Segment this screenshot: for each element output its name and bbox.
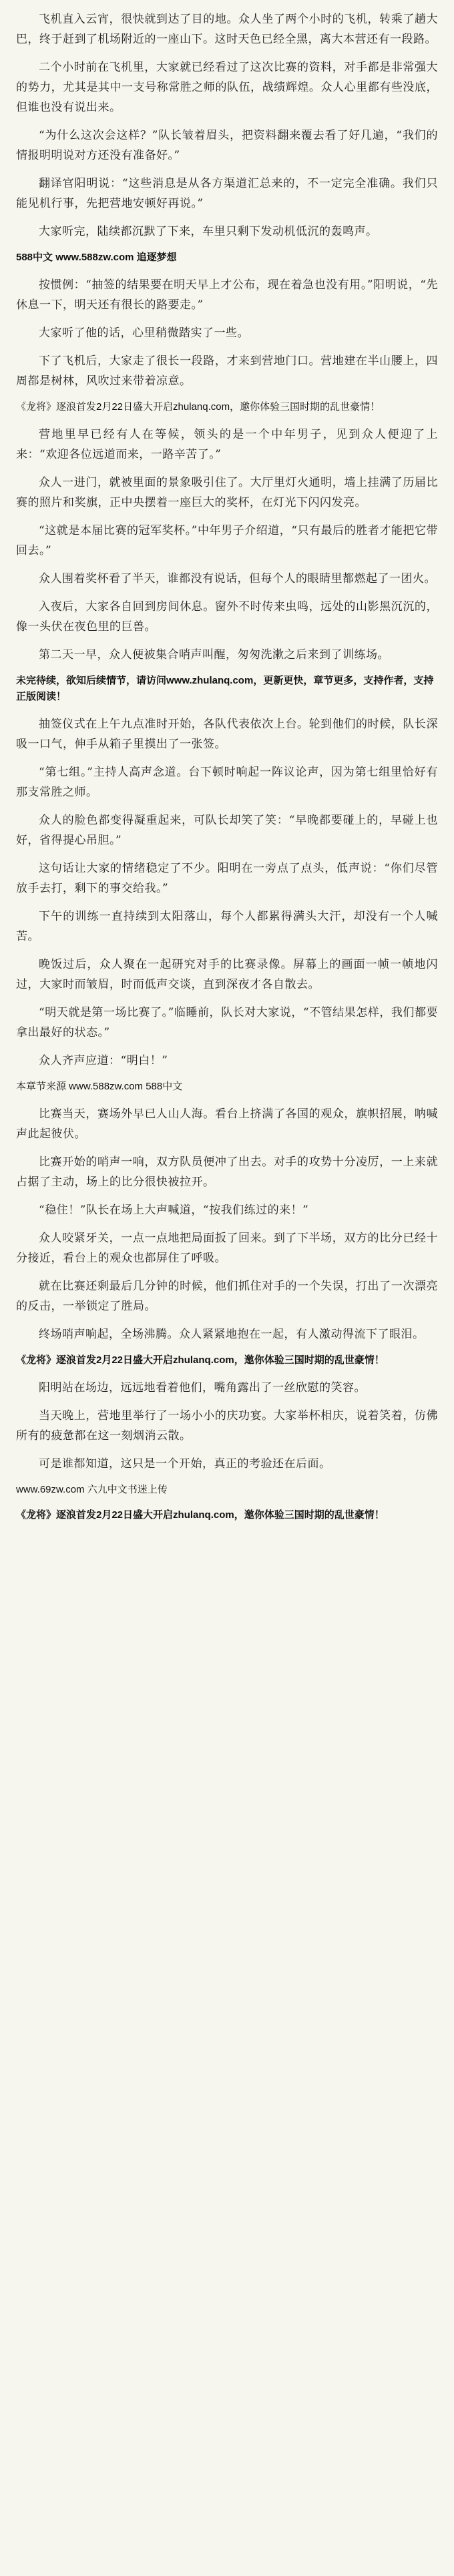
story-paragraph: 比赛开始的哨声一响，双方队员便冲了出去。对手的攻势十分凌厉，一上来就占据了主动，场上的比分很快被拉开。	[16, 1155, 438, 1189]
promo-prefix: 《龙将》逐浪首发2月22日盛大开启	[16, 1354, 174, 1366]
story-paragraph: 可是谁都知道，这只是一个开始，真正的考验还在后面。	[39, 1457, 331, 1471]
story-paragraph: 飞机直入云宵，很快就到达了目的地。众人坐了两个小时的飞机，转乘了趟大巴，终于赶到了机场附近的一座山下。这时天色已经全黑，离大本营还有一段路。	[16, 13, 438, 46]
promo-prefix: 本章节来源	[16, 1081, 69, 1092]
story-paragraph: 翻译官阳明说：“这些消息是从各方渠道汇总来的，不一定完全准确。我们只能见机行事，先把营地安顿好再说。”	[16, 177, 438, 210]
story-paragraph: 阳明站在场边，远远地看着他们，嘴角露出了一丝欣慰的笑容。	[39, 1381, 366, 1394]
promo-site-link[interactable]: www.588zw.com	[69, 1081, 144, 1092]
story-paragraph: 第二天一早，众人便被集合哨声叫醒，匆匆洗漱之后来到了训练场。	[39, 648, 389, 662]
promo-prefix: 《龙将》逐浪首发2月22日盛大开启	[16, 401, 174, 413]
promo-prefix: 未完待续，欲知后续情节，请访问	[16, 675, 167, 686]
story-paragraph: “明天就是第一场比赛了。”临睡前，队长对大家说，“不管结果怎样，我们都要拿出最好的状态。”	[16, 1006, 438, 1039]
story-paragraph: 众人齐声应道：“明白！”	[39, 1054, 168, 1067]
promo-suffix: 588中文	[143, 1081, 183, 1092]
site-promo-banner[interactable]	[16, 673, 438, 705]
story-paragraph: 众人一进门，就被里面的景象吸引住了。大厅里灯火通明，墙上挂满了历届比赛的照片和奖旗，正中央摆着一座巨大的奖杯，在灯光下闪闪发亮。	[16, 476, 438, 509]
promo-suffix: ，邀你体验三国时期的乱世豪情！	[234, 1354, 385, 1366]
story-paragraph: “稳住！”队长在场上大声喊道，“按我们练过的来！”	[39, 1204, 309, 1217]
story-paragraph: 比赛当天，赛场外早已人山人海。看台上挤满了各国的观众，旗帜招展，呐喊声此起彼伏。	[16, 1107, 438, 1141]
story-paragraph: 营地里早已经有人在等候，领头的是一个中年男子，见到众人便迎了上来：“欢迎各位远道而来，一路辛苦了。”	[16, 428, 438, 461]
story-paragraph: 大家听完，陆续都沉默了下来，车里只剩下发动机低沉的轰鸣声。	[39, 225, 378, 238]
story-paragraph: 按惯例：“抽签的结果要在明天早上才公布，现在着急也没有用。”阳明说，“先休息一下，明天还有很长的路要走。”	[16, 278, 438, 312]
promo-site-link[interactable]: www.588zw.com	[55, 252, 134, 263]
promo-suffix: ，更新更快，章节更多，支持作者，支持正版阅读！	[16, 675, 434, 702]
story-paragraph: “这就是本届比赛的冠军奖杯。”中年男子介绍道，“只有最后的胜者才能把它带回去。”	[16, 524, 438, 557]
story-paragraph: 众人围着奖杯看了半天，谁都没有说话，但每个人的眼睛里都燃起了一团火。	[39, 572, 436, 585]
promo-suffix: 六九中文书迷上传	[84, 1484, 168, 1495]
story-paragraph: 二个小时前在飞机里，大家就已经看过了这次比赛的资料，对手都是非常强大的势力，尤其是其中一支号称常胜之师的队伍，战绩辉煌。众人心里都有些没底，但谁也没有说出来。	[16, 61, 438, 114]
promo-site-link[interactable]: zhulanq.com	[173, 401, 230, 413]
story-paragraph: 终场哨声响起，全场沸腾。众人紧紧地抱在一起，有人激动得流下了眼泪。	[39, 1328, 425, 1341]
story-paragraph: 当天晚上，营地里举行了一场小小的庆功宴。大家举杯相庆，说着笑着，仿佛所有的疲惫都在这一刻烟消云散。	[16, 1409, 438, 1443]
promo-prefix: www.69zw.com	[16, 1484, 85, 1495]
site-promo-banner[interactable]	[16, 1482, 438, 1498]
story-paragraph: “第七组。”主持人高声念道。台下顿时响起一阵议论声，因为第七组里恰好有那支常胜之师。	[16, 766, 438, 799]
promo-prefix: 588中文	[16, 252, 56, 263]
promo-site-link[interactable]: www.zhulanq.com	[166, 675, 254, 686]
promo-site-link[interactable]: zhulanq.com	[173, 1509, 234, 1521]
promo-suffix: 追逐梦想	[134, 252, 177, 263]
story-paragraph: 众人的脸色都变得凝重起来，可队长却笑了笑：“早晚都要碰上的，早碰上也好，省得提心吊胆。”	[16, 814, 438, 847]
promo-suffix: ，邀你体验三国时期的乱世豪情！	[234, 1509, 385, 1521]
story-paragraph: 抽签仪式在上午九点准时开始，各队代表依次上台。轮到他们的时候，队长深吸一口气，伸手从箱子里摸出了一张签。	[16, 718, 438, 751]
promo-prefix: 《龙将》逐浪首发2月22日盛大开启	[16, 1509, 174, 1521]
promo-suffix: ，邀你体验三国时期的乱世豪情！	[230, 401, 381, 413]
story-paragraph: 下午的训练一直持续到太阳落山，每个人都累得满头大汗，却没有一个人喊苦。	[16, 910, 438, 943]
story-paragraph: 大家听了他的话，心里稍微踏实了一些。	[39, 326, 249, 340]
site-promo-banner[interactable]	[16, 1352, 438, 1368]
site-promo-banner[interactable]	[16, 1079, 438, 1095]
story-paragraph: 这句话让大家的情绪稳定了不少。阳明在一旁点了点头，低声说：“你们尽管放手去打，剩下的事交给我。”	[16, 862, 438, 895]
site-promo-banner[interactable]	[16, 399, 438, 415]
story-paragraph: “为什么这次会这样？”队长皱着眉头，把资料翻来覆去看了好几遍，“我们的情报明明说对方还没有准备好。”	[16, 129, 438, 162]
story-paragraph: 入夜后，大家各自回到房间休息。窗外不时传来虫鸣，远处的山影黑沉沉的，像一头伏在夜色里的巨兽。	[16, 600, 438, 633]
site-promo-banner[interactable]	[16, 1507, 438, 1523]
story-paragraph: 晚饭过后，众人聚在一起研究对手的比赛录像。屏幕上的画面一帧一帧地闪过，大家时而皱眉，时而低声交谈，直到深夜才各自散去。	[16, 958, 438, 991]
story-paragraph: 就在比赛还剩最后几分钟的时候，他们抓住对手的一个失误，打出了一次漂亮的反击，一举锁定了胜局。	[16, 1280, 438, 1313]
story-paragraph: 众人咬紧牙关，一点一点地把局面扳了回来。到了下半场，双方的比分已经十分接近，看台上的观众也都屏住了呼吸。	[16, 1232, 438, 1265]
story-paragraph: 下了飞机后，大家走了很长一段路，才来到营地门口。营地建在半山腰上，四周都是树林，风吹过来带着凉意。	[16, 354, 438, 388]
promo-site-link[interactable]: zhulanq.com	[173, 1354, 234, 1366]
site-promo-banner[interactable]	[16, 250, 438, 266]
